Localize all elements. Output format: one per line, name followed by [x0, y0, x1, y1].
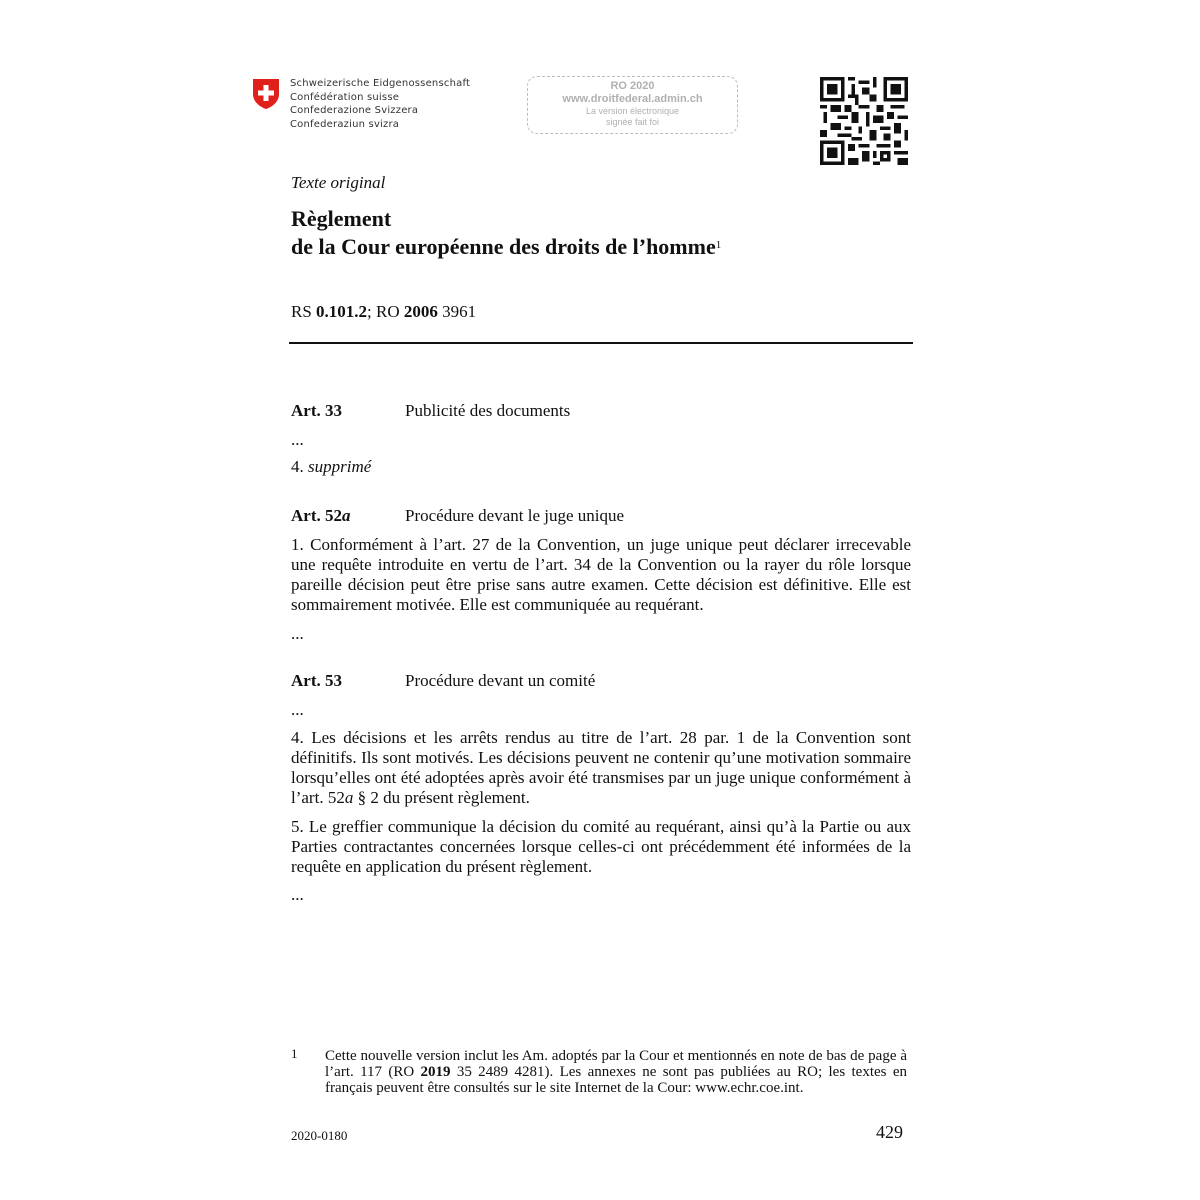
article-title: Procédure devant le juge unique	[405, 506, 625, 525]
title-line-2	[291, 232, 721, 260]
title-line-2-text: de la Cour européenne des droits de l’homme	[291, 234, 716, 259]
confederation-names	[290, 77, 470, 131]
ro-page: 3961	[437, 302, 477, 321]
stamp-ro: RO 2020	[610, 80, 655, 92]
document-id: 2020-0180	[291, 1128, 348, 1143]
confederation-de: Schweizerische Eidgenossenschaft	[290, 78, 471, 89]
ro-year: 2006	[403, 302, 438, 321]
ellipsis: ...	[291, 430, 304, 449]
article-53-para-5: 5. Le greffier communique la décision du comité au requérant, ainsi qu’à la Partie ou aux Parties contractantes concernées lorsque celles-ci ont précédemment été informées de la requête en application du présent règlement.	[291, 817, 911, 876]
rs-ro-reference	[291, 302, 476, 322]
article-number-suffix: a	[341, 506, 351, 525]
title-line-1: Règlement	[291, 206, 392, 231]
document-status: Texte original	[291, 173, 386, 192]
footnote-bold-year: 2019	[420, 1064, 451, 1080]
qr-code-icon	[820, 77, 908, 165]
ellipsis: ...	[291, 700, 304, 719]
article-number	[291, 506, 350, 526]
para-4-text-a: 4. Les décisions et les arrêts rendus au titre de l’art. 28 par. 1 de la Convention sont définitifs. Ils sont motivés. Les décisions peuvent ne contenir qu’une motivation sommaire lorsqu’elles ont été adoptées après avoir été transmises par un juge unique conformément à l’art. 52	[291, 728, 911, 807]
confederation-fr: Confédération suisse	[290, 91, 400, 103]
para-number: 4.	[291, 457, 308, 476]
para-4-text-b: § 2 du présent règlement.	[353, 788, 530, 807]
article-number-main: Art. 52	[291, 506, 342, 525]
article-title: Procédure devant un comité	[405, 671, 596, 690]
stamp-note-1: La version électronique	[585, 106, 680, 116]
page-number: 429	[876, 1122, 903, 1142]
swiss-coat-of-arms-icon	[252, 78, 280, 110]
stamp-url: www.droitfederal.admin.ch	[562, 93, 703, 105]
electronic-version-stamp	[527, 76, 738, 134]
stamp-note-2: signée fait foi	[605, 117, 660, 127]
article-title: Publicité des documents	[405, 401, 571, 420]
para-4-italic: a	[344, 788, 354, 807]
rs-prefix: RS	[291, 302, 317, 321]
footnote-text	[325, 1048, 907, 1096]
footnote-text-b: 35 2489 4281). Les annexes ne sont pas publiées au RO; les textes en français peuvent être consultés sur le site Internet de la Cour: www.echr.coe.int.	[325, 1064, 907, 1096]
article-33-para-4	[291, 457, 911, 477]
rs-number: 0.101.2	[316, 302, 368, 321]
article-52a-para-1: 1. Conformément à l’art. 27 de la Convention, un juge unique peut déclarer irrecevable une requête introduite en vertu de l’art. 34 de la Convention ou la rayer du rôle lorsque pareille décision peut être prise sans autre examen. Cette décision est définitive. Elle est sommairement motivée. Elle est communiquée au requérant.	[291, 535, 911, 614]
article-number: Art. 33	[291, 401, 342, 420]
rs-sep: ; RO	[367, 302, 404, 321]
article-53-para-4	[291, 728, 911, 808]
title-footnote-ref[interactable]: 1	[715, 239, 722, 251]
document-title	[291, 206, 721, 260]
footnote-number: 1	[291, 1046, 298, 1061]
article-number: Art. 53	[291, 671, 342, 690]
ellipsis: ...	[291, 624, 304, 643]
para-text: supprimé	[308, 457, 372, 476]
ellipsis: ...	[291, 885, 304, 904]
footnote-text-a: Cette nouvelle version inclut les Am. adoptés par la Cour et mentionnés en note de bas de page à l’art. 117 (RO	[325, 1048, 907, 1080]
confederation-it: Confederazione Svizzera	[290, 105, 419, 116]
confederation-rm: Confederaziun svizra	[290, 118, 400, 130]
title-divider	[289, 342, 913, 344]
